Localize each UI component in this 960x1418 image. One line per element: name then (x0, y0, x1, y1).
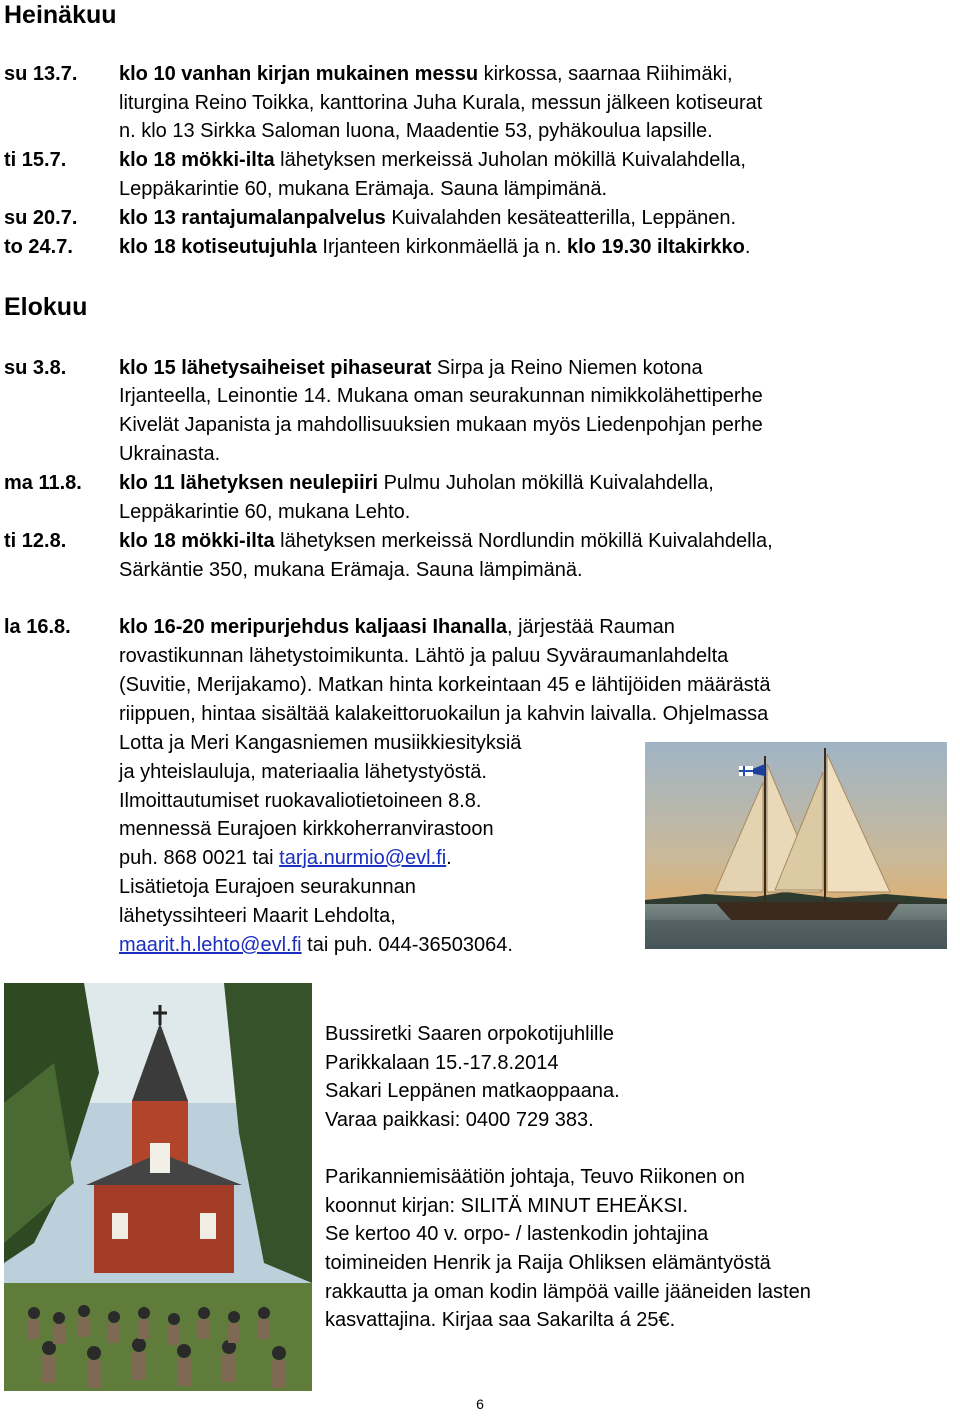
event-title: klo 13 rantajumalanpalvelus (119, 207, 386, 229)
event-line (119, 204, 736, 233)
event-text: Irjanteen kirkonmäellä ja n. (316, 236, 567, 258)
book-line: toimineiden Henrik ja Raija Ohliksen elämäntyöstä (325, 1252, 771, 1274)
event-text: lähetyksen merkeissä Nordlundin mökillä Kuivalahdella, (274, 530, 773, 552)
event-line: Kivelät Japanista ja mahdollisuuksien mukaan myös Liedenpohjan perhe (119, 414, 763, 436)
event-line: riippuen, hintaa sisältää kalakeittoruokailun ja kahvin laivalla. Ohjelmassa (119, 703, 769, 725)
event-text: , järjestää Rauman (506, 616, 675, 638)
event-line (119, 354, 703, 383)
event-line: Särkäntie 350, mukana Erämaja. Sauna lämpimänä. (119, 559, 583, 581)
date-su-20-7: su 20.7. (4, 207, 78, 229)
heading-heinakuu: Heinäkuu (4, 1, 117, 29)
event-text: lähetyksen merkeissä Juholan mökillä Kuivalahdella, (274, 149, 746, 171)
event-title-2: klo 19.30 iltakirkko (566, 236, 745, 258)
event-line: Ilmoittautumiset ruokavaliotietoineen 8.8. (119, 790, 482, 812)
event-line (119, 146, 746, 175)
date-to-24-7: to 24.7. (4, 236, 73, 258)
event-title: klo 18 mökki-ilta (119, 530, 275, 552)
event-line: Irjanteella, Leinontie 14. Mukana oman seurakunnan nimikkolähettiperhe (119, 385, 763, 407)
church-photo (4, 983, 312, 1391)
event-line (119, 233, 750, 262)
event-line: (Suvitie, Merijakamo). Matkan hinta korkeintaan 45 e lähtijöiden määrästä (119, 674, 771, 696)
date-ma-11-8: ma 11.8. (4, 472, 82, 494)
date-ti-15-7: ti 15.7. (4, 149, 67, 171)
event-line: rovastikunnan lähetystoimikunta. Lähtö ja paluu Syväraumanlahdelta (119, 645, 729, 667)
event-line (119, 60, 733, 89)
event-title: klo 16-20 meripurjehdus kaljaasi Ihanalla (119, 616, 507, 638)
event-line (119, 844, 452, 873)
event-line: lähetyssihteeri Maarit Lehdolta, (119, 905, 396, 927)
event-title: klo 10 vanhan kirjan mukainen messu (119, 63, 479, 85)
event-line: liturgina Reino Toikka, kanttorina Juha Kurala, messun jälkeen kotiseurat (119, 92, 763, 114)
event-title: klo 18 kotiseutujuhla (119, 236, 317, 258)
book-line: Se kertoo 40 v. orpo- / lastenkodin johtajina (325, 1223, 709, 1245)
event-line: Lotta ja Meri Kangasniemen musiikkiesityksiä (119, 732, 522, 754)
event-line: ja yhteislauluja, materiaalia lähetystyöstä. (119, 761, 487, 783)
date-su-13-7: su 13.7. (4, 63, 78, 85)
bus-trip-line: Sakari Leppänen matkaoppaana. (325, 1080, 620, 1102)
event-text: Pulmu Juholan mökillä Kuivalahdella, (378, 472, 714, 494)
date-la-16-8: la 16.8. (4, 616, 71, 638)
bus-trip-line: Varaa paikkasi: 0400 729 383. (325, 1109, 594, 1131)
email-link-maarit[interactable]: maarit.h.lehto@evl.fi (119, 934, 302, 956)
event-line (119, 527, 773, 556)
book-line: kasvattajina. Kirjaa saa Sakarilta á 25€. (325, 1309, 676, 1331)
book-line: koonnut kirjan: SILITÄ MINUT EHEÄKSI. (325, 1195, 689, 1217)
date-su-3-8: su 3.8. (4, 357, 67, 379)
book-line: Parikanniemisäätiön johtaja, Teuvo Riikonen on (325, 1166, 745, 1188)
event-line: n. klo 13 Sirkka Saloman luona, Maadentie 53, pyhäkoulua lapsille. (119, 120, 713, 142)
event-line: Ukrainasta. (119, 443, 221, 465)
event-line (119, 469, 714, 498)
event-text: Sirpa ja Reino Niemen kotona (431, 357, 703, 379)
event-line (119, 613, 675, 642)
event-line: Lisätietoja Eurajoen seurakunnan (119, 876, 416, 898)
event-title: klo 18 mökki-ilta (119, 149, 275, 171)
event-line: Leppäkarintie 60, mukana Erämaja. Sauna lämpimänä. (119, 178, 608, 200)
event-text: . (744, 236, 751, 258)
event-text: tai puh. 044-36503064. (301, 934, 513, 956)
bus-trip-line: Bussiretki Saaren orpokotijuhlille (325, 1023, 615, 1045)
event-text: kirkossa, saarnaa Riihimäki, (478, 63, 733, 85)
event-line: Leppäkarintie 60, mukana Lehto. (119, 501, 411, 523)
event-text: Kuivalahden kesäteatterilla, Leppänen. (385, 207, 737, 229)
book-line: rakkautta ja oman kodin lämpöä vaille jääneiden lasten (325, 1281, 811, 1303)
event-text: . (446, 847, 452, 869)
heading-elokuu: Elokuu (4, 293, 88, 321)
date-ti-12-8: ti 12.8. (4, 530, 67, 552)
event-title: klo 11 lähetyksen neulepiiri (119, 472, 379, 494)
event-line (119, 931, 513, 960)
email-link-tarja[interactable]: tarja.nurmio@evl.fi (279, 847, 447, 869)
event-line: mennessä Eurajoen kirkkoherranvirastoon (119, 818, 494, 840)
bus-trip-line: Parikkalaan 15.-17.8.2014 (325, 1052, 559, 1074)
sailing-ship-photo (645, 742, 947, 949)
event-text: puh. 868 0021 tai (119, 847, 280, 869)
page-number: 6 (476, 1396, 484, 1412)
event-title: klo 15 lähetysaiheiset pihaseurat (119, 357, 432, 379)
